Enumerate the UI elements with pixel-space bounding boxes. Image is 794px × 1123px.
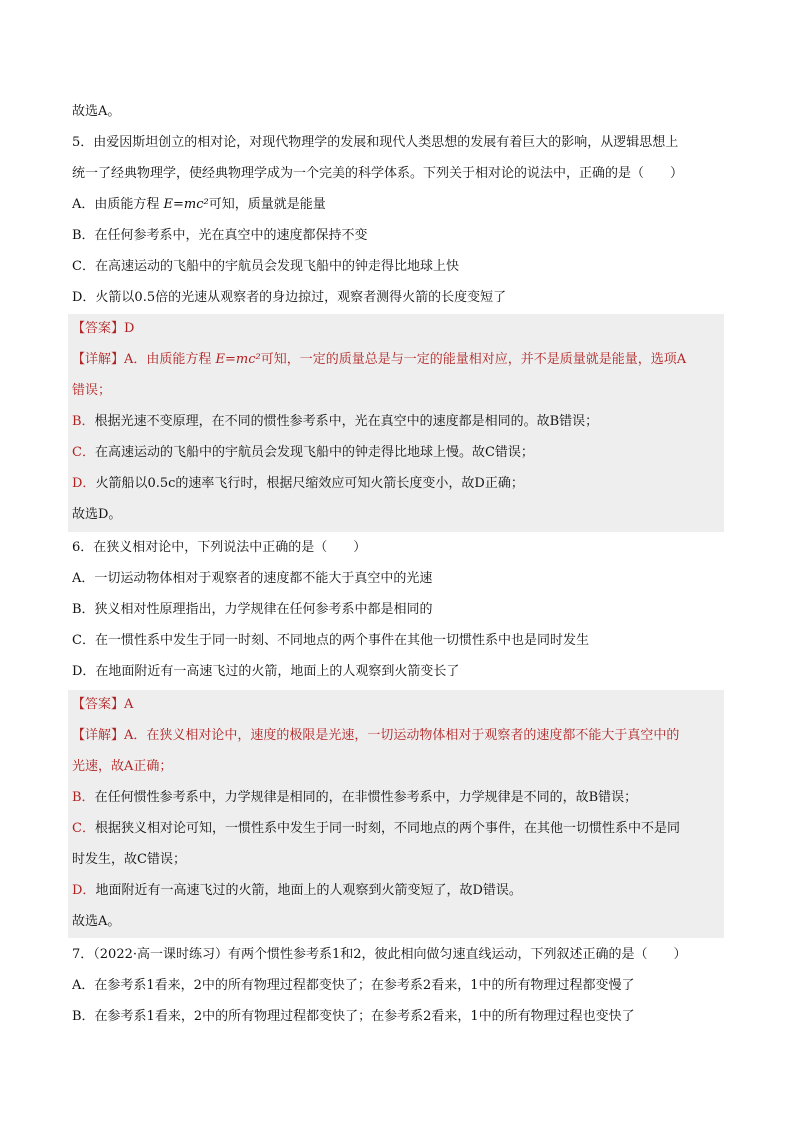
q6-option-c: C．在一惯性系中发生于同一时刻、不同地点的两个事件在其他一切惯性系中也是同时发生: [72, 633, 589, 648]
q5-detail-a-suffix: 可知，一定的质量总是与一定的能量相对应，并不是质量就是能量，选项A: [260, 352, 687, 367]
q6-detail-b-text: 在任何惯性参考系中，力学规律是相同的，在非惯性参考系中，力学规律是不同的，故B错误；: [94, 790, 638, 805]
q6-detail-b: [68, 786, 724, 810]
q5-detail-a: [68, 348, 724, 372]
q6-detail-c-continued: 时发生，故C错误；: [68, 848, 724, 872]
q5-option-a-formula: E=mc²: [163, 197, 209, 212]
q6-answer-label: 【答案】: [72, 697, 125, 712]
q5-detail-d: [68, 472, 724, 496]
q5-detail-b-text: 根据光速不变原理，在不同的惯性参考系中，光在真空中的速度都是相同的。故B错误；: [94, 414, 599, 429]
q6-detail-d-letter: D．: [72, 883, 96, 898]
q6-detail-d: [68, 879, 724, 903]
q7-option-a: A．在参考系1看来，2中的所有物理过程都变快了；在参考系2看来，1中的所有物理过程都变慢了: [72, 978, 635, 993]
q6-detail-d-text: 地面附近有一高速飞过的火箭，地面上的人观察到火箭变短了，故D错误。: [95, 883, 522, 898]
q6-detail-c: [68, 817, 724, 841]
q5-detail-c: [68, 441, 724, 465]
q6-detail-c-letter: C．: [72, 821, 95, 836]
q6-option-b: B．狭义相对性原理指出，力学规律在任何参考系中都是相同的: [72, 602, 433, 617]
q5-conclusion: 故选D。: [68, 503, 724, 527]
q5-answer-value: D: [124, 321, 135, 336]
q5-stem-line2: 统一了经典物理学，使经典物理学成为一个完美的科学体系。下列关于相对论的说法中，正确的是（ ）: [72, 166, 684, 181]
q6-option-d: D．在地面附近有一高速飞过的火箭，地面上的人观察到火箭变长了: [72, 664, 460, 679]
q5-option-a: [72, 193, 722, 217]
q7-option-b: B．在参考系1看来，2中的所有物理过程都变快了；在参考系2看来，1中的所有物理过程也变快了: [72, 1009, 635, 1024]
q5-detail-a-prefix: A．由质能方程: [124, 352, 216, 367]
q6-answer: [68, 693, 724, 717]
q5-option-c: C．在高速运动的飞船中的宇航员会发现飞船中的钟走得比地球上快: [72, 259, 459, 274]
q5-detail-c-letter: C．: [72, 445, 95, 460]
q6-option-a: A．一切运动物体相对于观察者的速度都不能大于真空中的光速: [72, 571, 433, 586]
q5-answer-label: 【答案】: [72, 321, 125, 336]
q6-detail-a: [68, 724, 724, 748]
q6-detail-c-text: 根据狭义相对论可知，一惯性系中发生于同一时刻，不同地点的两个事件，在其他一切惯性系中不是同: [94, 821, 680, 836]
q5-detail-d-letter: D．: [72, 476, 96, 491]
q7-stem: 7．（2022·高一课时练习）有两个惯性参考系1和2，彼此相向做匀速直线运动，下列叙述正确的是（ ）: [72, 947, 687, 962]
q6-detail-label: 【详解】: [72, 728, 125, 743]
q5-stem-line1: 5．由爱因斯坦创立的相对论，对现代物理学的发展和现代人类思想的发展有着巨大的影响，从逻辑思想上: [72, 135, 679, 150]
q5-detail-a-continued: [68, 379, 724, 403]
q5-answer: [68, 317, 724, 341]
q6-detail-b-letter: B．: [72, 790, 95, 805]
q5-detail-c-text: 在高速运动的飞船中的宇航员会发现飞船中的钟走得比地球上慢。故C错误；: [94, 445, 534, 460]
q6-answer-value: A: [124, 697, 134, 712]
q5-option-a-prefix: A．由质能方程: [72, 197, 164, 212]
q5-detail-b: [68, 410, 724, 434]
q5-option-b: B．在任何参考系中，光在真空中的速度都保持不变: [72, 228, 368, 243]
q5-detail-d-text: 火箭船以0.5c的速率飞行时，根据尺缩效应可知火箭长度变小，故D正确；: [95, 476, 524, 491]
q6-conclusion: 故选A。: [68, 910, 724, 934]
prev-question-conclusion: 故选A。: [72, 104, 121, 119]
q5-option-d: D．火箭以0.5倍的光速从观察者的身边掠过，观察者测得火箭的长度变短了: [72, 290, 507, 305]
q6-detail-a-continued: [68, 755, 724, 779]
q5-detail-a-formula: E=mc²: [215, 352, 261, 367]
q5-detail-label: 【详解】: [72, 352, 125, 367]
q6-detail-a-text: A．在狭义相对论中，速度的极限是光速，一切运动物体相对于观察者的速度都不能大于真空中的: [124, 728, 680, 743]
q5-detail-a-cont-text: 错误；: [72, 383, 112, 398]
q5-detail-b-letter: B．: [72, 414, 95, 429]
q6-detail-a-cont-text: 光速，故A正确；: [72, 759, 173, 774]
q5-option-a-suffix: 可知，质量就是能量: [208, 197, 326, 212]
q6-stem: 6．在狭义相对论中，下列说法中正确的是（ ）: [72, 540, 367, 555]
